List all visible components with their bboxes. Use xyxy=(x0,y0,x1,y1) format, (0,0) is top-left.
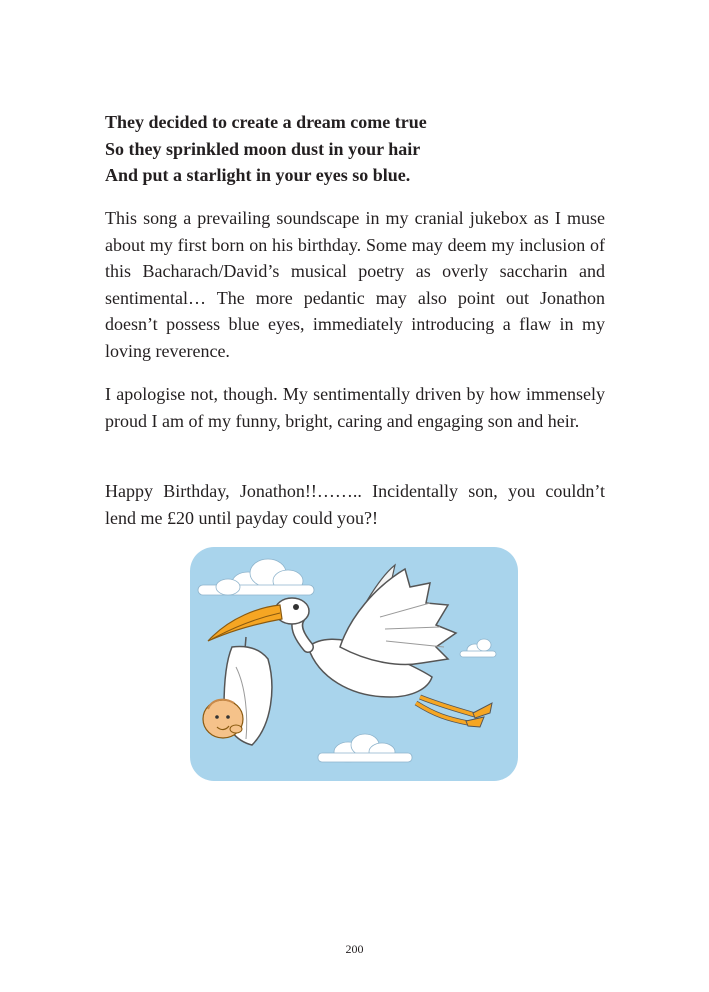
page-number: 200 xyxy=(345,942,364,956)
body-paragraph: I apologise not, though. My sentimentally driven by how immensely proud I am of my funny, bright, caring and engaging son and heir. xyxy=(105,384,605,431)
body-paragraph: This song a prevailing soundscape in my cranial jukebox as I muse about my first born on his birthday. Some may deem my inclusion of this Bacharach/David’s musical poetry as overly saccharin and sentimental… The more pedantic may also point out Jonathon doesn’t possess blue eyes, immediately introducing a flaw in my loving reverence. xyxy=(105,208,605,361)
poem-verse xyxy=(105,109,605,189)
stork-eye xyxy=(293,604,299,610)
verse-line: So they sprinkled moon dust in your hair xyxy=(105,138,421,159)
verse-line: And put a starlight in your eyes so blue. xyxy=(105,165,411,185)
verse-line: They decided to create a dream come true xyxy=(105,112,427,132)
stork-illustration xyxy=(190,547,518,781)
baby-face-icon xyxy=(203,700,243,738)
body-paragraph: Happy Birthday, Jonathon!!…….. Incidentally son, you couldn’t lend me £20 until payday could you?! xyxy=(105,481,605,528)
